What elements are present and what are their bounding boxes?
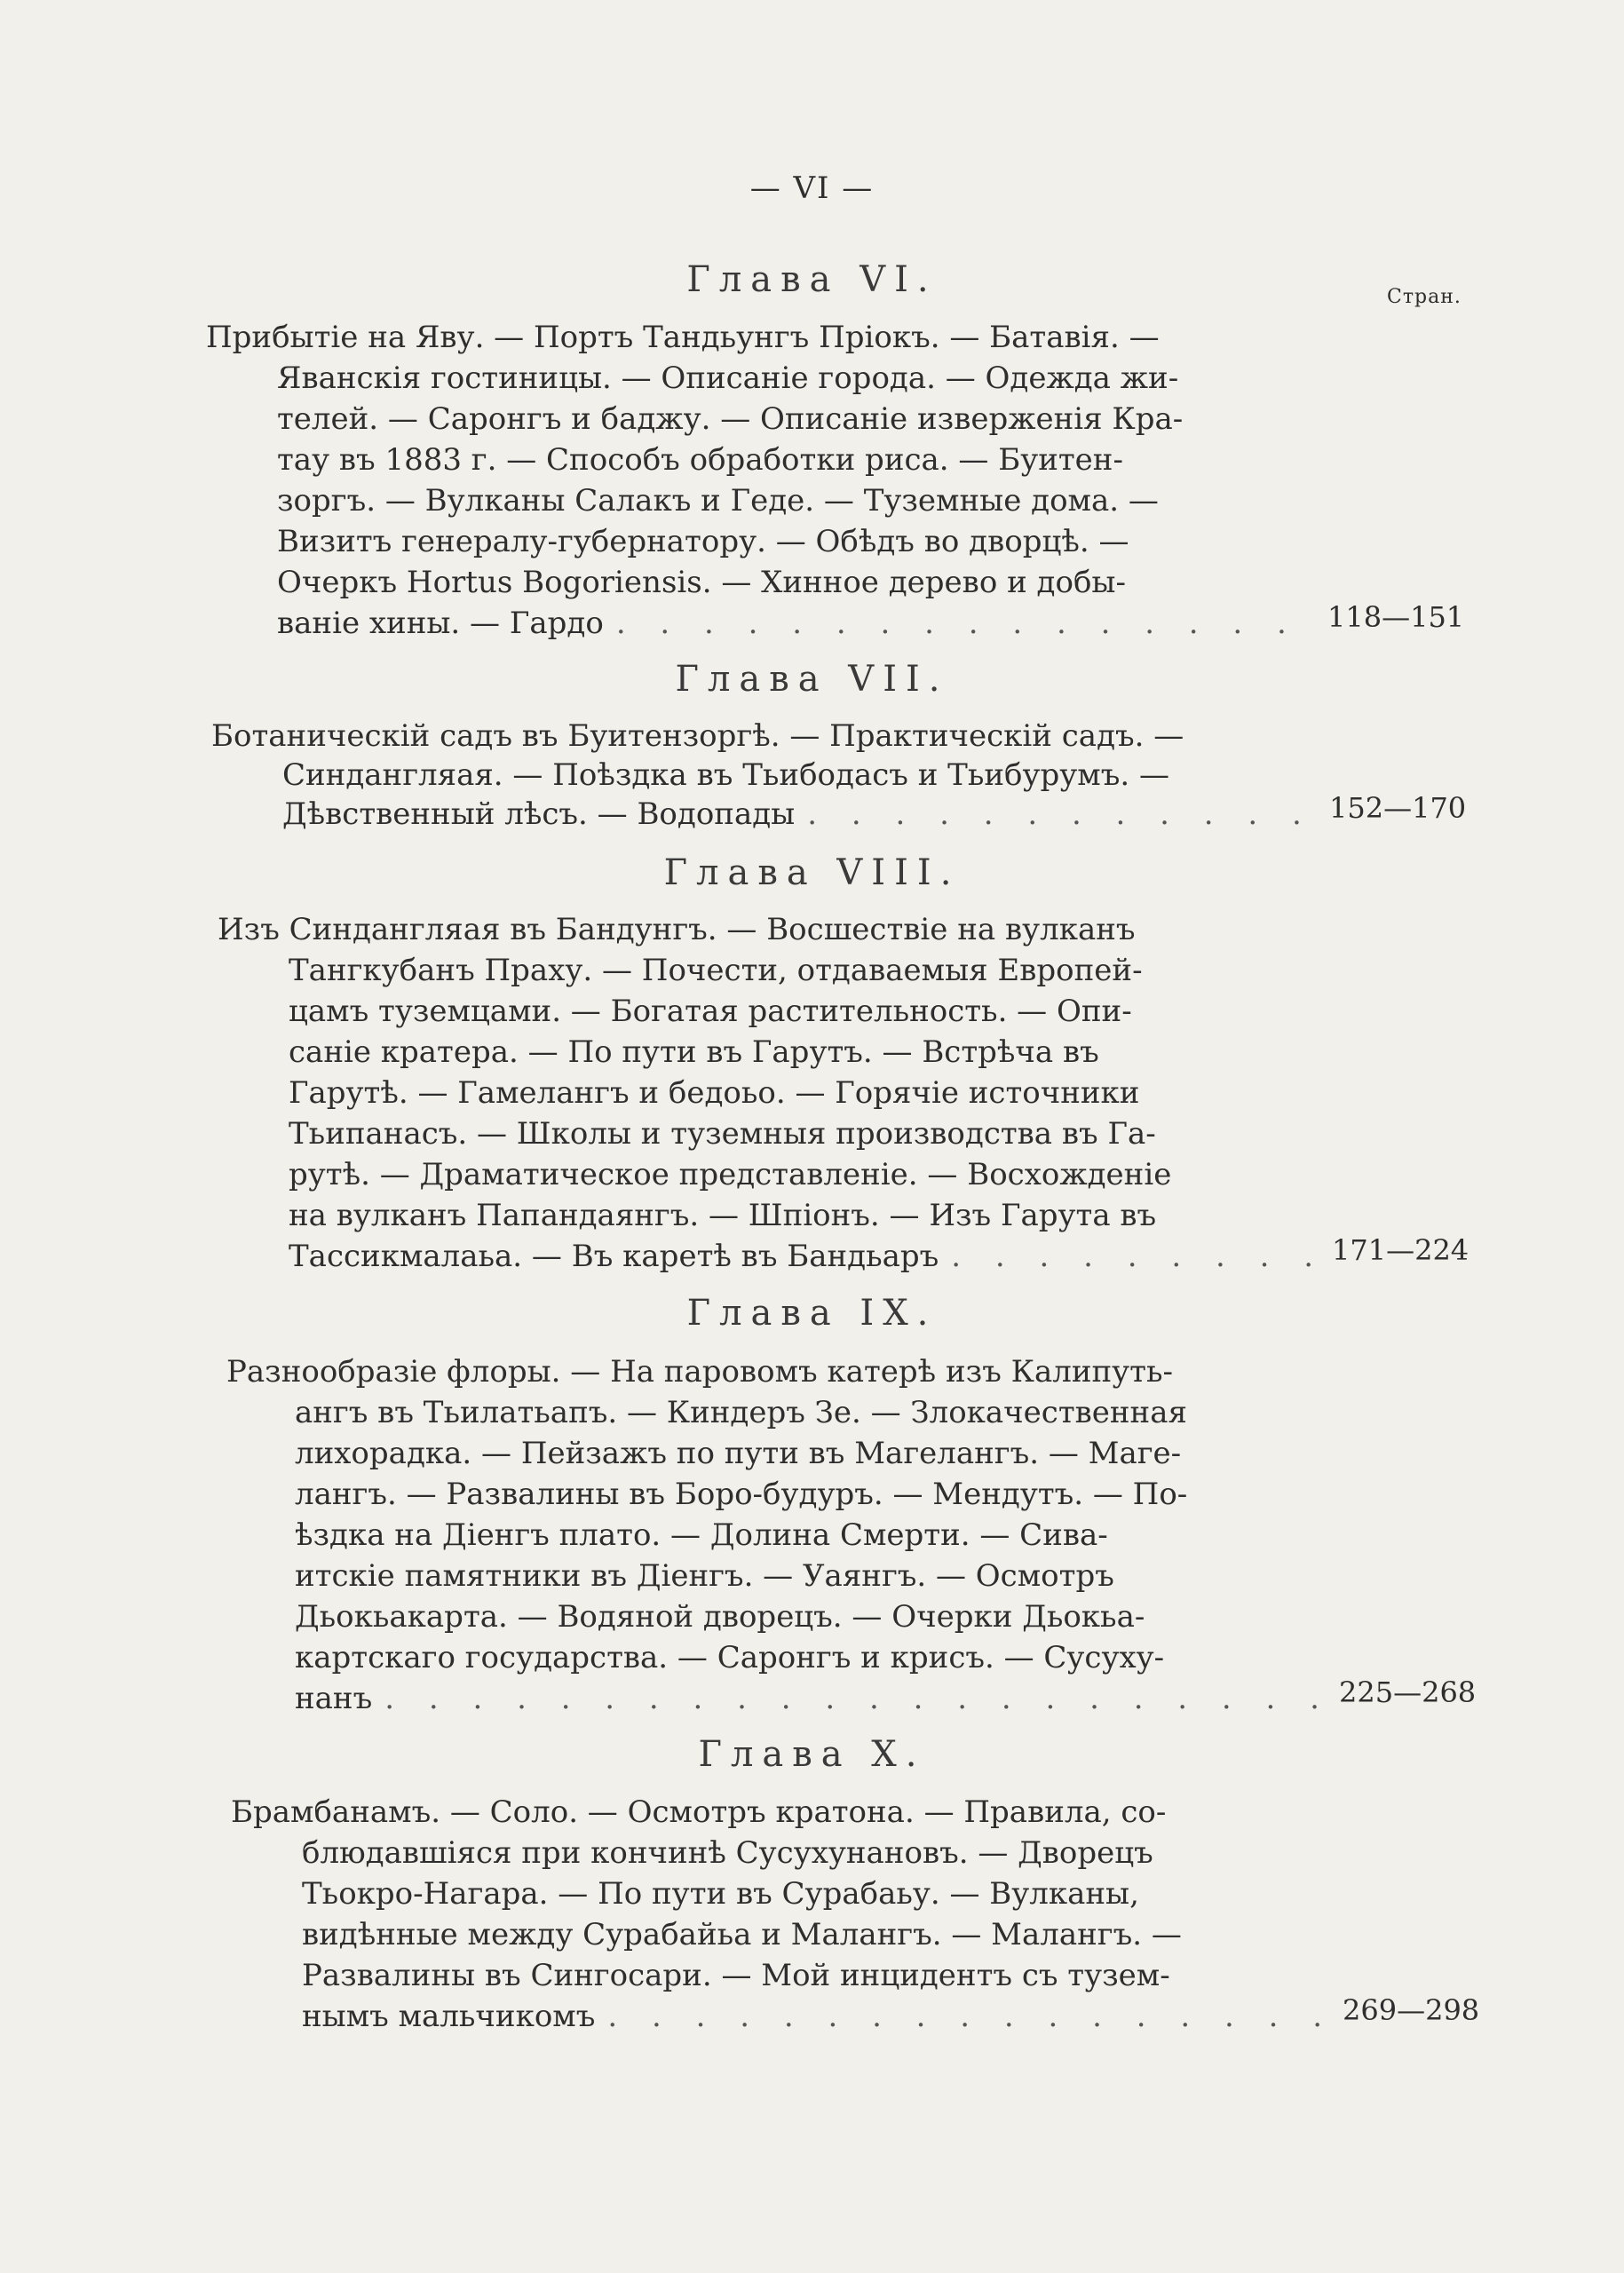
page-number: — VI — <box>749 170 875 206</box>
toc-line: ваніе хины. — Гардо <box>277 606 604 641</box>
toc-line: блюдавшіяся при кончинѣ Сусухунановъ. — Дворецъ <box>302 1835 1153 1871</box>
toc-line: лангъ. — Развалины въ Боро-будуръ. — Мендутъ. — По- <box>295 1477 1188 1512</box>
chapter-title: Глава VII. <box>675 659 949 700</box>
toc-line: Изъ Синдангляая въ Бандунгъ. — Восшествіе на вулканъ <box>218 912 1136 947</box>
toc-line: Дьокьакарта. — Водяной дворецъ. — Очерки Дьокьа- <box>295 1599 1145 1635</box>
chapter-title: Глава VI. <box>686 259 938 300</box>
toc-line: Дѣвственный лѣсъ. — Водопады <box>282 796 796 832</box>
toc-line-with-leader <box>282 792 1312 836</box>
page-range: 171—224 <box>1332 1233 1470 1267</box>
toc-line: видѣнные между Сурабайьа и Малангъ. — Малангъ. — <box>302 1917 1182 1952</box>
toc-line: саніе кратера. — По пути въ Гарутъ. — Встрѣча въ <box>289 1034 1099 1070</box>
page-range: 225—268 <box>1339 1675 1477 1709</box>
toc-line: Тассикмалаьа. — Въ каретѣ въ Бандьаръ <box>289 1239 939 1274</box>
chapter-title: Глава VIII. <box>663 852 961 893</box>
page-range: 118—151 <box>1327 600 1465 634</box>
toc-line: Синдангляая. — Поѣздка въ Тьибодасъ и Тьибурумъ. — <box>282 757 1169 793</box>
toc-line: картскаго государства. — Саронгъ и крисъ. — Сусуху- <box>295 1640 1165 1675</box>
toc-line: на вулканъ Папандаянгъ. — Шпіонъ. — Изъ Гарута въ <box>289 1198 1157 1233</box>
toc-line: Брамбанамъ. — Соло. — Осмотръ кратона. — Правила, со- <box>231 1794 1167 1830</box>
dot-leader <box>951 1234 1319 1279</box>
toc-line: нымъ мальчикомъ <box>302 1999 596 2034</box>
toc-line: рутѣ. — Драматическое представленіе. — Восхожденіе <box>289 1157 1172 1192</box>
toc-line: ангъ въ Тьилатьапъ. — Киндеръ Зе. — Злокачественная <box>295 1395 1187 1430</box>
toc-line: Ботаническій садъ въ Буитензоргѣ. — Практическій садъ. — <box>211 718 1184 754</box>
page-range: 269—298 <box>1343 1993 1480 2027</box>
toc-line: телей. — Саронгъ и баджу. — Описаніе изверженія Кра- <box>277 401 1184 437</box>
dot-leader <box>807 792 1312 836</box>
chapter-title: Глава IX. <box>686 1293 938 1334</box>
toc-line: зоргъ. — Вулканы Салакъ и Геде. — Туземные дома. — <box>277 483 1159 519</box>
page-range: 152—170 <box>1329 791 1467 825</box>
dot-leader <box>616 601 1307 645</box>
toc-line: тау въ 1883 г. — Способъ обработки риса. — Буитен- <box>277 442 1123 478</box>
toc-line-with-leader <box>302 1994 1332 2039</box>
toc-line: нанъ <box>295 1681 373 1716</box>
toc-line: цамъ туземцами. — Богатая растительность. — Опи- <box>289 994 1132 1029</box>
pages-column-label: Стран. <box>1387 286 1462 308</box>
toc-line: Очеркъ Hortus Bogoriensis. — Хинное дерево и добы- <box>277 565 1126 600</box>
toc-line: Тьипанасъ. — Школы и туземныя производства въ Га- <box>289 1116 1156 1152</box>
toc-line: Тангкубанъ Праху. — Почести, отдаваемыя Европей- <box>289 953 1143 988</box>
dot-leader <box>607 1994 1332 2039</box>
toc-line: Гарутѣ. — Гамелангъ и бедоьо. — Горячіе источники <box>289 1075 1140 1111</box>
toc-line-with-leader <box>295 1676 1325 1721</box>
toc-line: Тьокро-Нагара. — По пути въ Сурабаьу. — Вулканы, <box>302 1876 1139 1912</box>
toc-line: Разнообразіе флоры. — На паровомъ катерѣ изъ Калипуть- <box>226 1354 1173 1390</box>
dot-leader <box>384 1676 1325 1721</box>
toc-line: Прибытіе на Яву. — Портъ Тандьунгъ Пріокъ. — Батавія. — <box>206 320 1160 355</box>
toc-line: Развалины въ Сингосари. — Мой инцидентъ съ тузем- <box>302 1958 1170 1993</box>
chapter-title: Глава X. <box>698 1734 926 1775</box>
toc-line: лихорадка. — Пейзажъ по пути въ Магелангъ. — Маге- <box>295 1436 1182 1471</box>
toc-line: итскіе памятники въ Діенгъ. — Уаянгъ. — Осмотръ <box>295 1558 1114 1594</box>
toc-line: ѣздка на Діенгъ плато. — Долина Смерти. — Сива- <box>295 1517 1108 1553</box>
toc-line: Яванскія гостиницы. — Описаніе города. — Одежда жи- <box>277 360 1179 396</box>
toc-line: Визитъ генералу-губернатору. — Обѣдъ во дворцѣ. — <box>277 524 1129 559</box>
toc-line-with-leader <box>289 1234 1319 1279</box>
toc-line-with-leader <box>277 601 1307 645</box>
